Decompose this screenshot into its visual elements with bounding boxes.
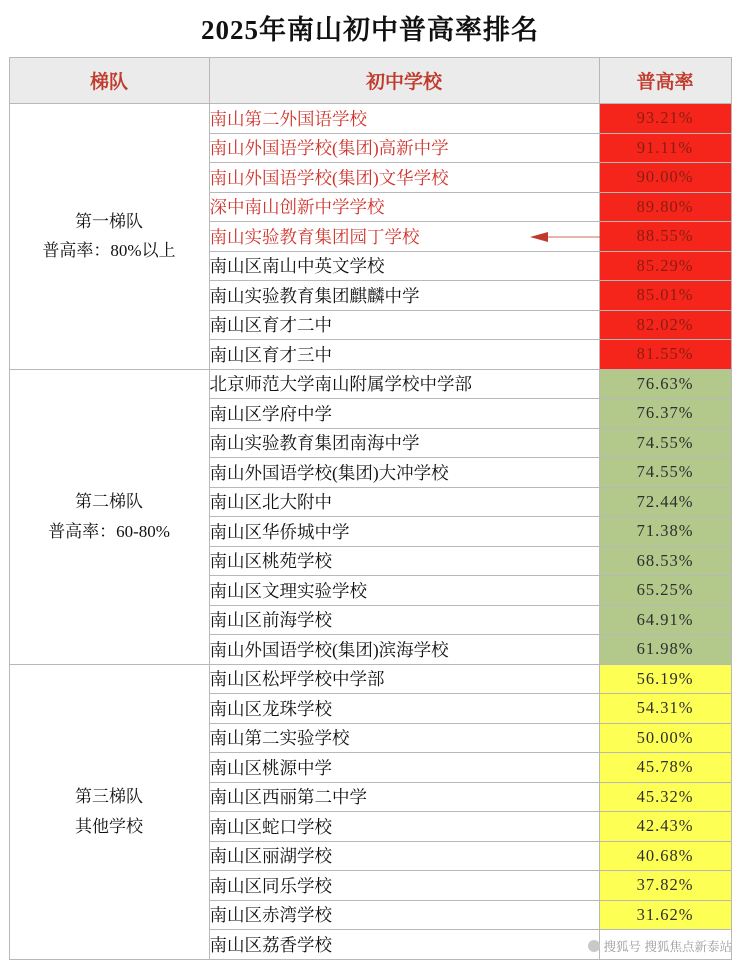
tier-name: 第三梯队 (75, 786, 143, 806)
rate-cell: 74.55% (599, 428, 731, 458)
watermark-text: 搜狐号 搜狐焦点新泰站 (603, 940, 732, 954)
school-name-cell: 南山区前海学校 (209, 605, 599, 635)
rate-cell: 40.68% (599, 841, 731, 871)
rate-cell: 42.43% (599, 812, 731, 842)
page-title: 2025年南山初中普高率排名 (201, 15, 539, 45)
school-name-cell: 南山区荔香学校 (209, 930, 599, 960)
table-row (9, 104, 731, 134)
rate-cell: 31.62% (599, 900, 731, 930)
rate-cell: 82.02% (599, 310, 731, 340)
school-name-cell: 南山区文理实验学校 (209, 576, 599, 606)
rate-cell: 56.19% (599, 664, 731, 694)
rate-cell: 85.01% (599, 281, 731, 311)
school-name-cell: 南山第二外国语学校 (209, 104, 599, 134)
rate-cell: 90.00% (599, 163, 731, 193)
tier-cell (9, 369, 209, 664)
rate-cell: 88.55% (599, 222, 731, 252)
rate-cell: 64.91% (599, 605, 731, 635)
rate-cell: 81.55% (599, 340, 731, 370)
column-header-rate: 普高率 (599, 58, 731, 104)
column-header-school: 初中学校 (209, 58, 599, 104)
table-row (9, 369, 731, 399)
school-name-cell: 南山实验教育集团麒麟中学 (209, 281, 599, 311)
rate-cell: 76.37% (599, 399, 731, 429)
table-header-row (9, 58, 731, 104)
rate-cell: 50.00% (599, 723, 731, 753)
tier-name: 第一梯队 (75, 211, 143, 231)
school-name-cell: 南山区桃苑学校 (209, 546, 599, 576)
rate-cell: 76.63% (599, 369, 731, 399)
rate-cell: 45.32% (599, 782, 731, 812)
tier-criteria: 其他学校 (75, 816, 143, 836)
school-name-cell: 北京师范大学南山附属学校中学部 (209, 369, 599, 399)
school-name-cell: 南山区松坪学校中学部 (209, 664, 599, 694)
school-name-cell: 南山区华侨城中学 (209, 517, 599, 547)
school-name-cell: 南山区北大附中 (209, 487, 599, 517)
rate-cell: 61.98% (599, 635, 731, 665)
school-name-cell: 南山区蛇口学校 (209, 812, 599, 842)
school-name-cell: 南山区学府中学 (209, 399, 599, 429)
tier-cell (9, 664, 209, 959)
tier-criteria: 普高率：80%以上 (42, 241, 176, 261)
table-body (9, 104, 731, 960)
school-name-cell: 南山外国语学校(集团)滨海学校 (209, 635, 599, 665)
rate-cell: 45.78% (599, 753, 731, 783)
rate-cell: 68.53% (599, 546, 731, 576)
school-name-cell: 南山区桃源中学 (209, 753, 599, 783)
school-name-cell: 南山第二实验学校 (209, 723, 599, 753)
school-name-cell: 南山区龙珠学校 (209, 694, 599, 724)
watermark (588, 937, 732, 955)
school-name-cell: 南山区南山中英文学校 (209, 251, 599, 281)
tier-criteria: 普高率：60-80% (48, 521, 170, 541)
rate-cell: 37.82% (599, 871, 731, 901)
school-name-cell: 南山区丽湖学校 (209, 841, 599, 871)
school-name-cell: 南山区赤湾学校 (209, 900, 599, 930)
school-name-cell: 南山区育才三中 (209, 340, 599, 370)
school-name-cell: 南山外国语学校(集团)高新中学 (209, 133, 599, 163)
school-name-cell: 南山实验教育集团园丁学校 (209, 222, 599, 252)
rate-cell: 91.11% (599, 133, 731, 163)
school-name-cell: 南山区同乐学校 (209, 871, 599, 901)
column-header-tier: 梯队 (9, 58, 209, 104)
school-name-cell: 南山外国语学校(集团)大冲学校 (209, 458, 599, 488)
school-name-cell: 深中南山创新中学学校 (209, 192, 599, 222)
school-name-cell: 南山区育才二中 (209, 310, 599, 340)
rate-cell: 85.29% (599, 251, 731, 281)
rate-cell: 71.38% (599, 517, 731, 547)
rate-cell: 65.25% (599, 576, 731, 606)
tier-cell (9, 104, 209, 370)
school-name-cell: 南山外国语学校(集团)文华学校 (209, 163, 599, 193)
table-header (9, 58, 731, 104)
rate-cell: 54.31% (599, 694, 731, 724)
school-name-cell: 南山实验教育集团南海中学 (209, 428, 599, 458)
tier-name: 第二梯队 (75, 491, 143, 511)
school-name-cell: 南山区西丽第二中学 (209, 782, 599, 812)
rate-cell: 74.55% (599, 458, 731, 488)
rate-cell: 72.44% (599, 487, 731, 517)
ranking-table (9, 57, 732, 960)
rate-cell: 89.80% (599, 192, 731, 222)
rate-cell: 93.21% (599, 104, 731, 134)
watermark-logo-icon (588, 940, 600, 952)
table-row (9, 664, 731, 694)
